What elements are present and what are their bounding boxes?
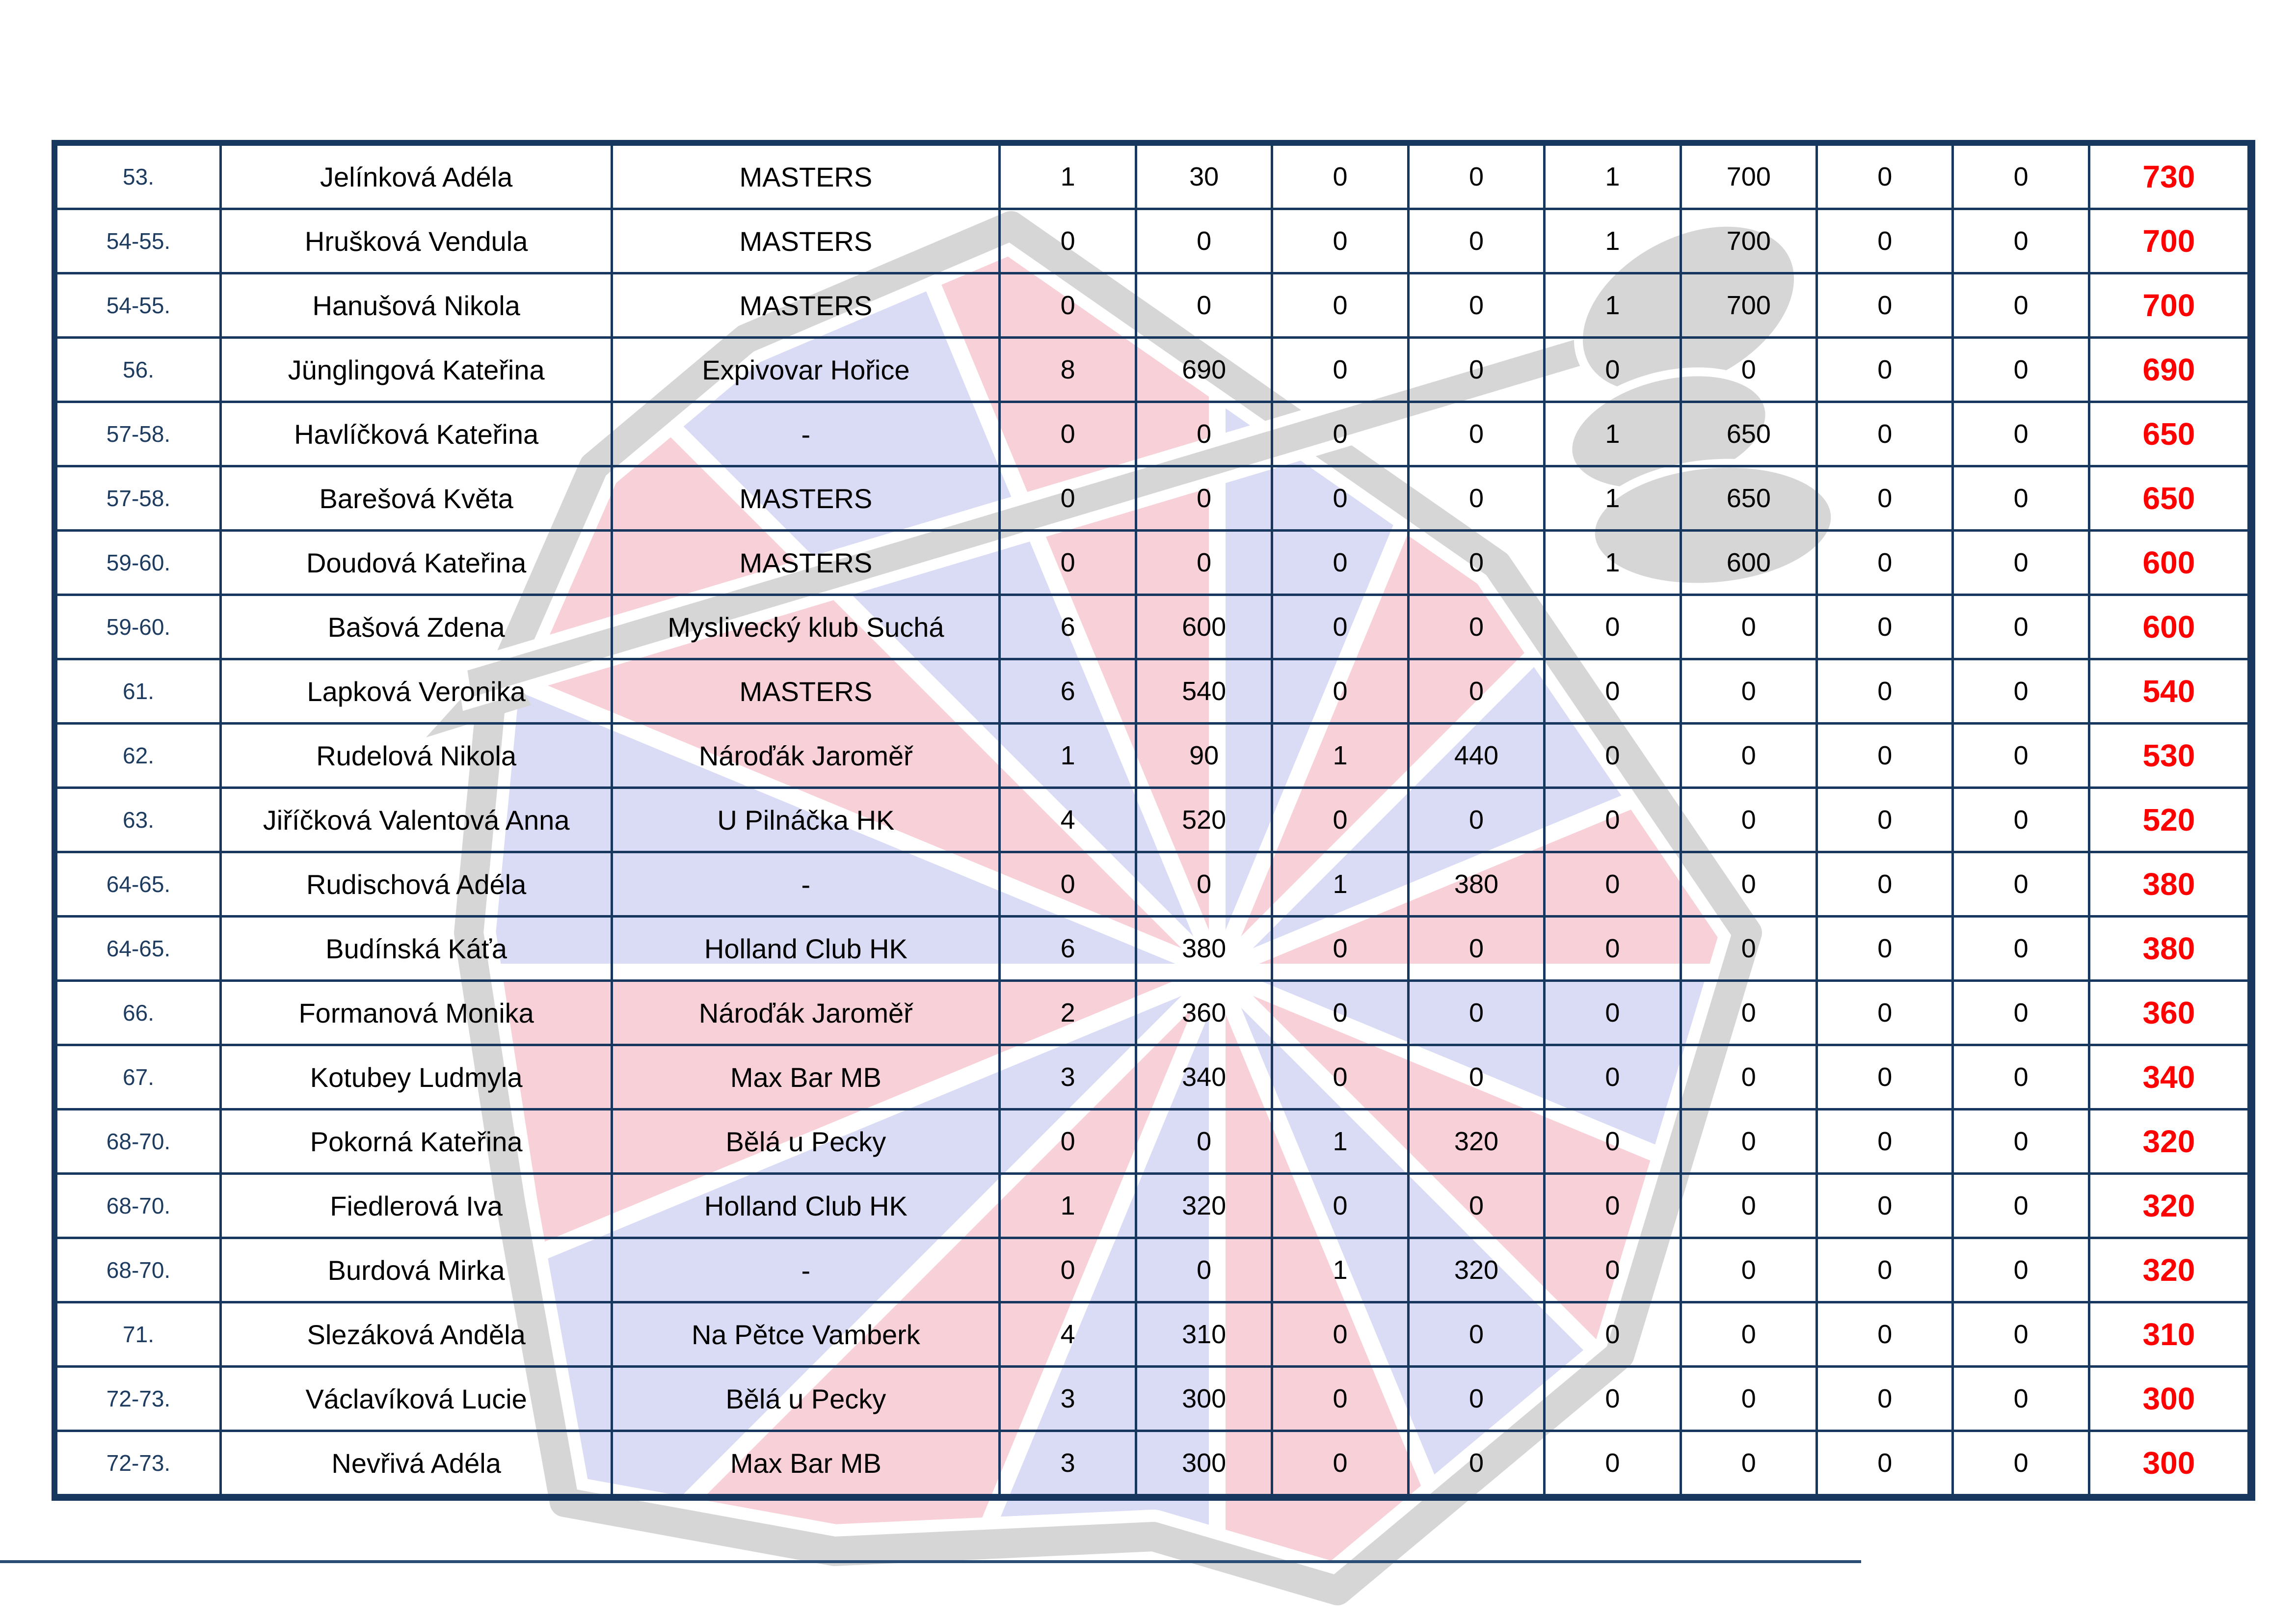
value-cell-2: 310 [1136, 1302, 1272, 1367]
club-cell: Na Pětce Vamberk [612, 1302, 1000, 1367]
rank-cell: 63. [54, 788, 221, 852]
club-cell: MASTERS [612, 466, 1000, 531]
value-cell-6: 0 [1681, 852, 1816, 917]
total-cell: 600 [2089, 595, 2251, 659]
value-cell-2: 340 [1136, 1045, 1272, 1110]
player-name-cell: Budínská Káťa [221, 917, 612, 981]
value-cell-7: 0 [1817, 595, 1953, 659]
total-cell: 690 [2089, 338, 2251, 402]
value-cell-4: 0 [1408, 338, 1544, 402]
value-cell-4: 320 [1408, 1110, 1544, 1174]
value-cell-5: 0 [1545, 788, 1681, 852]
club-cell: - [612, 852, 1000, 917]
value-cell-1: 8 [1000, 338, 1136, 402]
table-row [54, 788, 2251, 852]
value-cell-4: 440 [1408, 724, 1544, 788]
value-cell-8: 0 [1953, 1174, 2089, 1238]
rank-cell: 57-58. [54, 402, 221, 466]
value-cell-4: 0 [1408, 981, 1544, 1045]
value-cell-7: 0 [1817, 531, 1953, 595]
value-cell-7: 0 [1817, 466, 1953, 531]
rank-cell: 72-73. [54, 1367, 221, 1431]
value-cell-3: 0 [1272, 1045, 1408, 1110]
value-cell-4: 0 [1408, 1367, 1544, 1431]
value-cell-1: 0 [1000, 1238, 1136, 1302]
value-cell-1: 6 [1000, 595, 1136, 659]
value-cell-4: 0 [1408, 531, 1544, 595]
value-cell-7: 0 [1817, 852, 1953, 917]
total-cell: 300 [2089, 1367, 2251, 1431]
value-cell-1: 2 [1000, 981, 1136, 1045]
value-cell-6: 650 [1681, 466, 1816, 531]
table-row [54, 852, 2251, 917]
value-cell-6: 0 [1681, 1431, 1816, 1498]
value-cell-4: 0 [1408, 595, 1544, 659]
value-cell-4: 0 [1408, 143, 1544, 209]
value-cell-5: 1 [1545, 209, 1681, 273]
value-cell-8: 0 [1953, 917, 2089, 981]
value-cell-5: 0 [1545, 595, 1681, 659]
rank-cell: 68-70. [54, 1174, 221, 1238]
value-cell-5: 1 [1545, 143, 1681, 209]
value-cell-5: 0 [1545, 1302, 1681, 1367]
rank-cell: 71. [54, 1302, 221, 1367]
value-cell-2: 300 [1136, 1431, 1272, 1498]
value-cell-5: 0 [1545, 724, 1681, 788]
player-name-cell: Burdová Mirka [221, 1238, 612, 1302]
value-cell-5: 0 [1545, 1431, 1681, 1498]
total-cell: 310 [2089, 1302, 2251, 1367]
value-cell-7: 0 [1817, 917, 1953, 981]
value-cell-2: 600 [1136, 595, 1272, 659]
value-cell-2: 540 [1136, 659, 1272, 724]
value-cell-1: 0 [1000, 466, 1136, 531]
value-cell-5: 0 [1545, 1045, 1681, 1110]
total-cell: 340 [2089, 1045, 2251, 1110]
table-row [54, 1045, 2251, 1110]
table-row [54, 402, 2251, 466]
total-cell: 730 [2089, 143, 2251, 209]
value-cell-2: 30 [1136, 143, 1272, 209]
value-cell-6: 600 [1681, 531, 1816, 595]
value-cell-2: 0 [1136, 1238, 1272, 1302]
value-cell-5: 0 [1545, 917, 1681, 981]
value-cell-3: 0 [1272, 209, 1408, 273]
value-cell-3: 1 [1272, 1238, 1408, 1302]
value-cell-1: 6 [1000, 917, 1136, 981]
value-cell-1: 1 [1000, 143, 1136, 209]
value-cell-3: 0 [1272, 595, 1408, 659]
value-cell-8: 0 [1953, 338, 2089, 402]
value-cell-3: 1 [1272, 724, 1408, 788]
value-cell-5: 0 [1545, 1367, 1681, 1431]
value-cell-8: 0 [1953, 659, 2089, 724]
value-cell-8: 0 [1953, 595, 2089, 659]
value-cell-3: 0 [1272, 466, 1408, 531]
value-cell-1: 4 [1000, 788, 1136, 852]
value-cell-7: 0 [1817, 1302, 1953, 1367]
value-cell-7: 0 [1817, 1431, 1953, 1498]
player-name-cell: Havlíčková Kateřina [221, 402, 612, 466]
rank-cell: 62. [54, 724, 221, 788]
total-cell: 320 [2089, 1174, 2251, 1238]
value-cell-5: 0 [1545, 1174, 1681, 1238]
value-cell-1: 0 [1000, 531, 1136, 595]
total-cell: 520 [2089, 788, 2251, 852]
club-cell: MASTERS [612, 273, 1000, 338]
club-cell: Expivovar Hořice [612, 338, 1000, 402]
value-cell-6: 650 [1681, 402, 1816, 466]
player-name-cell: Nevřivá Adéla [221, 1431, 612, 1498]
rank-cell: 68-70. [54, 1110, 221, 1174]
total-cell: 360 [2089, 981, 2251, 1045]
value-cell-8: 0 [1953, 402, 2089, 466]
value-cell-2: 0 [1136, 1110, 1272, 1174]
value-cell-7: 0 [1817, 273, 1953, 338]
rank-cell: 54-55. [54, 209, 221, 273]
value-cell-5: 0 [1545, 1110, 1681, 1174]
value-cell-3: 0 [1272, 531, 1408, 595]
total-cell: 650 [2089, 402, 2251, 466]
value-cell-5: 0 [1545, 852, 1681, 917]
player-name-cell: Jelínková Adéla [221, 143, 612, 209]
value-cell-2: 0 [1136, 209, 1272, 273]
value-cell-3: 0 [1272, 1174, 1408, 1238]
value-cell-8: 0 [1953, 273, 2089, 338]
table-row [54, 531, 2251, 595]
value-cell-4: 0 [1408, 917, 1544, 981]
value-cell-7: 0 [1817, 402, 1953, 466]
value-cell-5: 0 [1545, 338, 1681, 402]
value-cell-5: 1 [1545, 273, 1681, 338]
value-cell-6: 0 [1681, 724, 1816, 788]
value-cell-3: 0 [1272, 788, 1408, 852]
value-cell-8: 0 [1953, 143, 2089, 209]
value-cell-8: 0 [1953, 1431, 2089, 1498]
rank-cell: 59-60. [54, 595, 221, 659]
club-cell: Myslivecký klub Suchá [612, 595, 1000, 659]
player-name-cell: Pokorná Kateřina [221, 1110, 612, 1174]
value-cell-7: 0 [1817, 143, 1953, 209]
value-cell-6: 0 [1681, 1045, 1816, 1110]
value-cell-8: 0 [1953, 531, 2089, 595]
value-cell-7: 0 [1817, 338, 1953, 402]
total-cell: 530 [2089, 724, 2251, 788]
value-cell-8: 0 [1953, 1238, 2089, 1302]
table-row [54, 143, 2251, 209]
value-cell-3: 1 [1272, 852, 1408, 917]
table-row [54, 338, 2251, 402]
player-name-cell: Slezáková Anděla [221, 1302, 612, 1367]
value-cell-5: 0 [1545, 659, 1681, 724]
table-row [54, 1174, 2251, 1238]
player-name-cell: Kotubey Ludmyla [221, 1045, 612, 1110]
rank-cell: 72-73. [54, 1431, 221, 1498]
value-cell-3: 0 [1272, 917, 1408, 981]
rank-cell: 67. [54, 1045, 221, 1110]
value-cell-8: 0 [1953, 466, 2089, 531]
player-name-cell: Rudischová Adéla [221, 852, 612, 917]
value-cell-6: 700 [1681, 273, 1816, 338]
value-cell-6: 0 [1681, 595, 1816, 659]
rank-cell: 57-58. [54, 466, 221, 531]
club-cell: Max Bar MB [612, 1045, 1000, 1110]
value-cell-7: 0 [1817, 1110, 1953, 1174]
value-cell-1: 0 [1000, 402, 1136, 466]
value-cell-3: 0 [1272, 273, 1408, 338]
value-cell-2: 690 [1136, 338, 1272, 402]
table-row [54, 209, 2251, 273]
table-row [54, 1238, 2251, 1302]
table-row [54, 917, 2251, 981]
value-cell-1: 0 [1000, 852, 1136, 917]
value-cell-2: 0 [1136, 273, 1272, 338]
value-cell-1: 0 [1000, 209, 1136, 273]
club-cell: Nároďák Jaroměř [612, 981, 1000, 1045]
value-cell-1: 3 [1000, 1045, 1136, 1110]
value-cell-2: 90 [1136, 724, 1272, 788]
value-cell-8: 0 [1953, 981, 2089, 1045]
value-cell-8: 0 [1953, 724, 2089, 788]
club-cell: MASTERS [612, 531, 1000, 595]
value-cell-3: 0 [1272, 1367, 1408, 1431]
rank-cell: 64-65. [54, 917, 221, 981]
table-row [54, 273, 2251, 338]
value-cell-5: 0 [1545, 981, 1681, 1045]
value-cell-4: 0 [1408, 402, 1544, 466]
value-cell-6: 0 [1681, 981, 1816, 1045]
total-cell: 300 [2089, 1431, 2251, 1498]
value-cell-6: 0 [1681, 917, 1816, 981]
value-cell-4: 0 [1408, 466, 1544, 531]
value-cell-1: 3 [1000, 1431, 1136, 1498]
club-cell: - [612, 1238, 1000, 1302]
table-row [54, 724, 2251, 788]
total-cell: 380 [2089, 917, 2251, 981]
total-cell: 700 [2089, 209, 2251, 273]
player-name-cell: Václavíková Lucie [221, 1367, 612, 1431]
table-row [54, 659, 2251, 724]
table-row [54, 981, 2251, 1045]
value-cell-2: 380 [1136, 917, 1272, 981]
value-cell-1: 1 [1000, 724, 1136, 788]
value-cell-6: 0 [1681, 659, 1816, 724]
rank-cell: 64-65. [54, 852, 221, 917]
rank-cell: 61. [54, 659, 221, 724]
value-cell-2: 320 [1136, 1174, 1272, 1238]
player-name-cell: Formanová Monika [221, 981, 612, 1045]
club-cell: MASTERS [612, 209, 1000, 273]
value-cell-4: 0 [1408, 1302, 1544, 1367]
value-cell-1: 6 [1000, 659, 1136, 724]
value-cell-8: 0 [1953, 788, 2089, 852]
next-table-top-border [0, 1560, 1861, 1563]
value-cell-4: 0 [1408, 788, 1544, 852]
player-name-cell: Barešová Květa [221, 466, 612, 531]
value-cell-6: 700 [1681, 209, 1816, 273]
rank-cell: 56. [54, 338, 221, 402]
value-cell-5: 1 [1545, 402, 1681, 466]
value-cell-3: 0 [1272, 659, 1408, 724]
player-name-cell: Lapková Veronika [221, 659, 612, 724]
value-cell-7: 0 [1817, 1367, 1953, 1431]
club-cell: - [612, 402, 1000, 466]
rank-cell: 54-55. [54, 273, 221, 338]
total-cell: 700 [2089, 273, 2251, 338]
value-cell-7: 0 [1817, 1045, 1953, 1110]
ranking-table-body [54, 143, 2251, 1497]
value-cell-4: 0 [1408, 659, 1544, 724]
value-cell-4: 0 [1408, 273, 1544, 338]
value-cell-1: 1 [1000, 1174, 1136, 1238]
value-cell-4: 0 [1408, 209, 1544, 273]
value-cell-5: 0 [1545, 1238, 1681, 1302]
player-name-cell: Rudelová Nikola [221, 724, 612, 788]
club-cell: MASTERS [612, 143, 1000, 209]
value-cell-6: 0 [1681, 1367, 1816, 1431]
value-cell-7: 0 [1817, 209, 1953, 273]
club-cell: Bělá u Pecky [612, 1110, 1000, 1174]
value-cell-7: 0 [1817, 1174, 1953, 1238]
total-cell: 320 [2089, 1238, 2251, 1302]
player-name-cell: Bašová Zdena [221, 595, 612, 659]
table-row [54, 466, 2251, 531]
value-cell-4: 320 [1408, 1238, 1544, 1302]
value-cell-3: 0 [1272, 981, 1408, 1045]
value-cell-2: 360 [1136, 981, 1272, 1045]
value-cell-6: 0 [1681, 1302, 1816, 1367]
player-name-cell: Jiříčková Valentová Anna [221, 788, 612, 852]
club-cell: MASTERS [612, 659, 1000, 724]
value-cell-8: 0 [1953, 1302, 2089, 1367]
table-row [54, 1431, 2251, 1498]
value-cell-3: 0 [1272, 1431, 1408, 1498]
value-cell-3: 1 [1272, 1110, 1408, 1174]
value-cell-4: 0 [1408, 1174, 1544, 1238]
player-name-cell: Hanušová Nikola [221, 273, 612, 338]
ranking-table [52, 140, 2255, 1501]
player-name-cell: Fiedlerová Iva [221, 1174, 612, 1238]
value-cell-7: 0 [1817, 981, 1953, 1045]
value-cell-4: 380 [1408, 852, 1544, 917]
value-cell-2: 520 [1136, 788, 1272, 852]
value-cell-4: 0 [1408, 1431, 1544, 1498]
value-cell-7: 0 [1817, 1238, 1953, 1302]
value-cell-2: 0 [1136, 466, 1272, 531]
total-cell: 320 [2089, 1110, 2251, 1174]
club-cell: Nároďák Jaroměř [612, 724, 1000, 788]
rank-cell: 66. [54, 981, 221, 1045]
value-cell-7: 0 [1817, 788, 1953, 852]
value-cell-6: 0 [1681, 788, 1816, 852]
table-row [54, 1367, 2251, 1431]
total-cell: 650 [2089, 466, 2251, 531]
value-cell-8: 0 [1953, 1110, 2089, 1174]
player-name-cell: Doudová Kateřina [221, 531, 612, 595]
rank-cell: 68-70. [54, 1238, 221, 1302]
value-cell-8: 0 [1953, 852, 2089, 917]
table-row [54, 1110, 2251, 1174]
rank-cell: 53. [54, 143, 221, 209]
value-cell-1: 3 [1000, 1367, 1136, 1431]
value-cell-7: 0 [1817, 724, 1953, 788]
club-cell: U Pilnáčka HK [612, 788, 1000, 852]
value-cell-2: 0 [1136, 852, 1272, 917]
value-cell-7: 0 [1817, 659, 1953, 724]
table-row [54, 1302, 2251, 1367]
value-cell-6: 0 [1681, 1110, 1816, 1174]
value-cell-5: 1 [1545, 531, 1681, 595]
value-cell-2: 0 [1136, 531, 1272, 595]
value-cell-4: 0 [1408, 1045, 1544, 1110]
value-cell-3: 0 [1272, 402, 1408, 466]
player-name-cell: Jünglingová Kateřina [221, 338, 612, 402]
value-cell-1: 0 [1000, 273, 1136, 338]
value-cell-2: 300 [1136, 1367, 1272, 1431]
value-cell-6: 700 [1681, 143, 1816, 209]
value-cell-8: 0 [1953, 1367, 2089, 1431]
club-cell: Max Bar MB [612, 1431, 1000, 1498]
value-cell-6: 0 [1681, 1238, 1816, 1302]
total-cell: 380 [2089, 852, 2251, 917]
rank-cell: 59-60. [54, 531, 221, 595]
player-name-cell: Hrušková Vendula [221, 209, 612, 273]
value-cell-8: 0 [1953, 209, 2089, 273]
value-cell-1: 0 [1000, 1110, 1136, 1174]
value-cell-3: 0 [1272, 1302, 1408, 1367]
total-cell: 600 [2089, 531, 2251, 595]
value-cell-3: 0 [1272, 338, 1408, 402]
value-cell-6: 0 [1681, 1174, 1816, 1238]
value-cell-1: 4 [1000, 1302, 1136, 1367]
value-cell-2: 0 [1136, 402, 1272, 466]
total-cell: 540 [2089, 659, 2251, 724]
club-cell: Holland Club HK [612, 1174, 1000, 1238]
value-cell-5: 1 [1545, 466, 1681, 531]
value-cell-8: 0 [1953, 1045, 2089, 1110]
value-cell-3: 0 [1272, 143, 1408, 209]
value-cell-6: 0 [1681, 338, 1816, 402]
table-row [54, 595, 2251, 659]
club-cell: Holland Club HK [612, 917, 1000, 981]
club-cell: Bělá u Pecky [612, 1367, 1000, 1431]
